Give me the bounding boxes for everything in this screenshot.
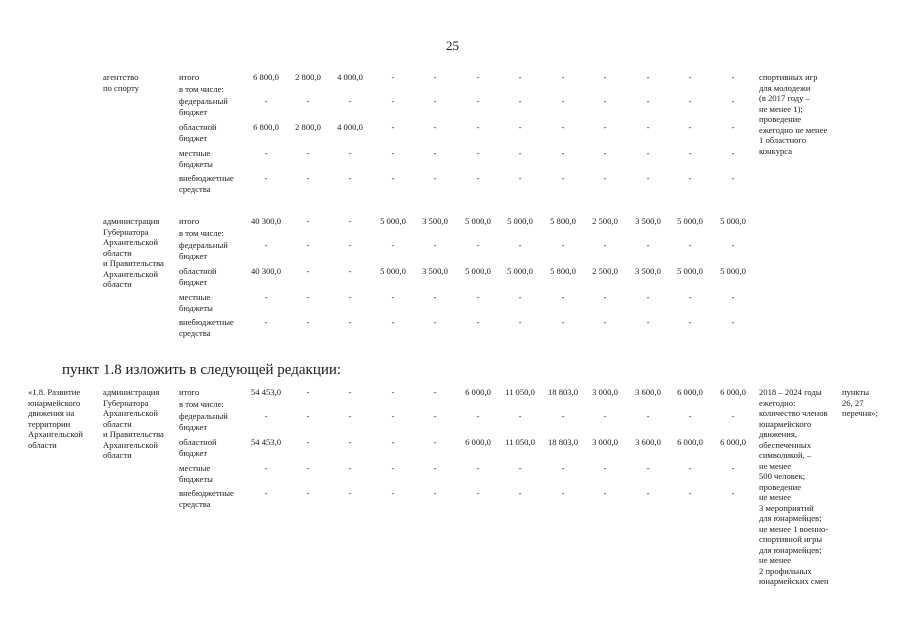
value-cell: - <box>688 292 692 302</box>
value-cell: 18 803,0 <box>547 437 579 447</box>
text-line: Архангельской <box>103 268 158 279</box>
value-cell: - <box>264 463 268 473</box>
text-line: обеспеченных <box>759 439 812 450</box>
row-label <box>179 122 217 143</box>
text-line: перечня»; <box>842 408 878 418</box>
value-cell: - <box>518 292 522 302</box>
value-cell: 3 000,0 <box>592 437 618 447</box>
text-line: юнармейских смен <box>759 576 829 586</box>
row-label <box>179 148 213 169</box>
text-line: итого <box>179 387 200 397</box>
value-cell: - <box>561 122 565 132</box>
value-cell: - <box>476 240 480 250</box>
text-line: для юнармейцев; <box>759 544 822 555</box>
value-cell: - <box>646 292 650 302</box>
value-cell: 5 000,0 <box>380 216 406 226</box>
row-label <box>179 411 228 432</box>
value-cell: - <box>348 292 352 302</box>
row-label <box>179 96 228 117</box>
value-cell: 5 000,0 <box>677 266 703 276</box>
value-cell: - <box>306 96 310 106</box>
text-line: Губернатора <box>103 226 149 237</box>
text-line: администрация <box>103 387 160 397</box>
value-cell: - <box>433 411 437 421</box>
value-cell: - <box>433 96 437 106</box>
value-cell: - <box>731 317 735 327</box>
value-cell: - <box>731 240 735 250</box>
row-label <box>179 84 224 95</box>
section-heading: пункт 1.8 изложить в следующей редакции: <box>62 362 342 378</box>
text-line: (в 2017 году – <box>759 93 810 103</box>
value-cell: - <box>264 292 268 302</box>
text-line: движения на <box>28 408 75 418</box>
value-cell: - <box>476 148 480 158</box>
value-cell: - <box>731 488 735 498</box>
value-cell: - <box>603 72 607 82</box>
value-cell: - <box>688 463 692 473</box>
value-cell: - <box>603 148 607 158</box>
value-cell: 6 000,0 <box>677 437 703 447</box>
text-line: администрация <box>103 216 160 226</box>
value-cell: - <box>731 292 735 302</box>
value-cell: 6 000,0 <box>465 437 491 447</box>
value-cell: - <box>561 72 565 82</box>
text-line: проведение <box>759 114 802 124</box>
value-cell: - <box>561 148 565 158</box>
executor-cell <box>103 216 164 290</box>
value-cell: - <box>518 317 522 327</box>
value-cell: - <box>561 317 565 327</box>
value-cell: - <box>306 240 310 250</box>
text-line: агентство <box>103 72 139 82</box>
value-cell: - <box>348 488 352 498</box>
row-label <box>179 437 217 458</box>
text-line: областной <box>179 122 217 132</box>
value-cell: 5 800,0 <box>550 216 576 226</box>
value-cell: - <box>306 411 310 421</box>
text-line: не менее 1 военно- <box>759 523 829 534</box>
text-line: федеральный <box>179 411 228 421</box>
measure-cell <box>28 387 83 450</box>
text-line: территории <box>28 418 71 429</box>
text-line: местные <box>179 148 211 158</box>
value-cell: - <box>731 72 735 82</box>
row-label <box>179 387 199 398</box>
text-line: области <box>103 450 132 460</box>
value-cell: - <box>518 72 522 82</box>
text-line: Архангельской <box>103 237 158 247</box>
value-cell: - <box>433 437 437 447</box>
text-line: 2 профильных <box>759 565 812 576</box>
value-cell: - <box>391 240 395 250</box>
value-cell: - <box>306 148 310 158</box>
value-cell: - <box>433 463 437 473</box>
text-line: не менее <box>759 492 792 502</box>
value-cell: - <box>646 317 650 327</box>
value-cell: - <box>264 96 268 106</box>
text-line: юнармейского <box>759 418 812 429</box>
value-cell: - <box>306 437 310 447</box>
executor-cell <box>103 387 164 461</box>
text-line: пункты <box>842 387 870 397</box>
value-cell: 2 800,0 <box>295 72 321 82</box>
text-line: федеральный <box>179 96 228 106</box>
text-line: средства <box>179 498 211 509</box>
value-cell: - <box>518 488 522 498</box>
value-cell: - <box>391 488 395 498</box>
text-line: «1.8. Развитие <box>28 387 81 397</box>
text-line: конкурса <box>759 145 793 156</box>
value-cell: - <box>603 411 607 421</box>
value-cell: - <box>391 173 395 183</box>
value-cell: - <box>433 72 437 82</box>
value-cell: - <box>391 411 395 421</box>
value-cell: - <box>348 266 352 276</box>
text-line: областной <box>179 266 217 276</box>
value-cell: - <box>603 292 607 302</box>
text-line: Архангельской <box>28 429 83 439</box>
text-line: для молодежи <box>759 82 811 93</box>
value-cell: - <box>731 463 735 473</box>
row-label <box>179 240 228 261</box>
value-cell: 3 500,0 <box>635 216 661 226</box>
value-cell: - <box>391 96 395 106</box>
value-cell: 5 000,0 <box>380 266 406 276</box>
value-cell: - <box>646 96 650 106</box>
value-cell: - <box>518 240 522 250</box>
value-cell: 6 000,0 <box>720 437 746 447</box>
text-line: бюджет <box>179 447 208 458</box>
text-line: 500 человек; <box>759 471 806 481</box>
row-label <box>179 228 224 239</box>
value-cell: - <box>561 240 565 250</box>
text-line: бюджеты <box>179 302 213 313</box>
value-cell: 5 000,0 <box>507 216 533 226</box>
text-line: количество членов <box>759 408 828 418</box>
text-line: спортивной игры <box>759 534 823 544</box>
value-cell: - <box>264 240 268 250</box>
value-cell: - <box>731 96 735 106</box>
value-cell: 11 050,0 <box>505 387 535 397</box>
value-cell: 3 600,0 <box>635 437 661 447</box>
value-cell: - <box>348 240 352 250</box>
value-cell: - <box>476 488 480 498</box>
row-label <box>179 72 199 83</box>
value-cell: 40 300,0 <box>250 266 282 276</box>
value-cell: 54 453,0 <box>250 437 282 447</box>
value-cell: - <box>391 292 395 302</box>
value-cell: - <box>603 240 607 250</box>
note-cell <box>842 387 878 419</box>
text-line: 1 областного <box>759 135 807 145</box>
value-cell: - <box>391 72 395 82</box>
value-cell: - <box>603 317 607 327</box>
value-cell: 5 000,0 <box>720 266 746 276</box>
value-cell: 3 500,0 <box>422 216 448 226</box>
value-cell: - <box>561 463 565 473</box>
value-cell: - <box>646 488 650 498</box>
value-cell: 5 800,0 <box>550 266 576 276</box>
value-cell: - <box>603 488 607 498</box>
executor-cell <box>103 72 139 93</box>
value-cell: 6 000,0 <box>465 387 491 397</box>
text-line: юнармейского <box>28 397 81 408</box>
value-cell: - <box>688 96 692 106</box>
value-cell: - <box>603 173 607 183</box>
value-cell: - <box>561 411 565 421</box>
value-cell: - <box>731 173 735 183</box>
text-line: итого <box>179 72 200 82</box>
value-cell: - <box>433 292 437 302</box>
text-line: внебюджетные <box>179 488 234 498</box>
text-line: средства <box>179 327 211 338</box>
value-cell: - <box>264 488 268 498</box>
value-cell: 3 500,0 <box>422 266 448 276</box>
text-line: области <box>103 247 132 258</box>
value-cell: - <box>688 148 692 158</box>
value-cell: - <box>391 122 395 132</box>
value-cell: - <box>264 317 268 327</box>
value-cell: - <box>306 317 310 327</box>
value-cell: 18 803,0 <box>547 387 579 397</box>
value-cell: - <box>561 292 565 302</box>
value-cell: 2 500,0 <box>592 266 618 276</box>
value-cell: - <box>433 488 437 498</box>
text-line: и Правительства <box>103 429 164 439</box>
text-line: ежегодно: <box>759 397 796 408</box>
text-line: не менее 1); <box>759 103 803 114</box>
value-cell: - <box>264 148 268 158</box>
value-cell: - <box>518 173 522 183</box>
text-line: не менее <box>759 460 792 471</box>
value-cell: - <box>561 488 565 498</box>
row-label <box>179 399 224 410</box>
value-cell: 3 500,0 <box>635 266 661 276</box>
text-line: не менее <box>759 555 792 565</box>
value-cell: - <box>603 122 607 132</box>
value-cell: - <box>476 72 480 82</box>
value-cell: - <box>688 72 692 82</box>
value-cell: - <box>306 488 310 498</box>
value-cell: - <box>306 173 310 183</box>
result-cell <box>759 387 829 587</box>
value-cell: - <box>391 317 395 327</box>
value-cell: - <box>433 240 437 250</box>
text-line: в том числе: <box>179 228 224 238</box>
row-label <box>179 463 213 484</box>
row-label <box>179 488 234 509</box>
text-line: местные <box>179 292 211 302</box>
value-cell: - <box>476 317 480 327</box>
value-cell: - <box>348 463 352 473</box>
value-cell: - <box>561 173 565 183</box>
text-line: области <box>28 439 57 450</box>
value-cell: - <box>518 463 522 473</box>
value-cell: - <box>306 292 310 302</box>
value-cell: - <box>688 240 692 250</box>
value-cell: - <box>391 437 395 447</box>
value-cell: - <box>646 240 650 250</box>
value-cell: 5 000,0 <box>465 266 491 276</box>
value-cell: - <box>646 122 650 132</box>
value-cell: 40 300,0 <box>250 216 282 226</box>
value-cell: - <box>433 317 437 327</box>
value-cell: 5 000,0 <box>507 266 533 276</box>
value-cell: - <box>731 411 735 421</box>
value-cell: - <box>603 96 607 106</box>
value-cell: - <box>391 148 395 158</box>
value-cell: - <box>348 173 352 183</box>
value-cell: - <box>348 387 352 397</box>
value-cell: - <box>306 463 310 473</box>
value-cell: - <box>688 488 692 498</box>
text-line: бюджет <box>179 132 208 143</box>
value-cell: - <box>476 122 480 132</box>
value-cell: - <box>731 122 735 132</box>
value-cell: - <box>391 387 395 397</box>
page-number: 25 <box>446 38 459 53</box>
value-cell: - <box>306 387 310 397</box>
value-cell: - <box>476 463 480 473</box>
value-cell: - <box>391 463 395 473</box>
text-line: 26, 27 <box>842 397 864 408</box>
row-label <box>179 266 217 287</box>
value-cell: - <box>433 148 437 158</box>
text-line: Архангельской <box>103 439 158 450</box>
text-line: спортивных игр <box>759 72 818 82</box>
text-line: области <box>103 418 132 429</box>
text-line: в том числе: <box>179 84 224 94</box>
value-cell: - <box>688 122 692 132</box>
value-cell: - <box>348 437 352 447</box>
text-line: для юнармейцев; <box>759 513 822 523</box>
value-cell: - <box>688 411 692 421</box>
value-cell: - <box>646 173 650 183</box>
text-line: Архангельской <box>103 408 158 418</box>
value-cell: - <box>348 411 352 421</box>
value-cell: - <box>646 148 650 158</box>
text-line: итого <box>179 216 200 226</box>
text-line: движения, <box>759 429 797 439</box>
value-cell: - <box>476 292 480 302</box>
value-cell: - <box>603 463 607 473</box>
text-line: бюджет <box>179 250 208 261</box>
value-cell: - <box>348 317 352 327</box>
value-cell: - <box>348 96 352 106</box>
value-cell: 4 000,0 <box>337 72 363 82</box>
value-cell: 3 000,0 <box>592 387 618 397</box>
row-label <box>179 292 213 313</box>
text-line: бюджет <box>179 421 208 432</box>
value-cell: 6 800,0 <box>253 122 279 132</box>
value-cell: - <box>348 216 352 226</box>
text-line: 3 мероприятий <box>759 502 814 513</box>
text-line: бюджет <box>179 106 208 117</box>
text-line: бюджет <box>179 276 208 287</box>
text-line: по спорту <box>103 82 139 93</box>
row-label <box>179 317 234 338</box>
text-line: области <box>103 279 132 289</box>
value-cell: - <box>688 173 692 183</box>
text-line: символикой, – <box>759 450 812 460</box>
result-cell <box>759 72 827 156</box>
value-cell: 6 000,0 <box>677 387 703 397</box>
text-line: средства <box>179 183 211 194</box>
value-cell: - <box>518 148 522 158</box>
value-cell: - <box>476 173 480 183</box>
value-cell: - <box>264 173 268 183</box>
value-cell: 3 600,0 <box>635 387 661 397</box>
value-cell: - <box>306 266 310 276</box>
value-cell: - <box>264 411 268 421</box>
text-line: федеральный <box>179 240 228 250</box>
value-cell: 6 000,0 <box>720 387 746 397</box>
value-cell: - <box>476 411 480 421</box>
row-label <box>179 173 234 194</box>
value-cell: 4 000,0 <box>337 122 363 132</box>
value-cell: 6 800,0 <box>253 72 279 82</box>
value-cell: - <box>476 96 480 106</box>
value-cell: - <box>731 148 735 158</box>
value-cell: - <box>561 96 565 106</box>
text-line: в том числе: <box>179 399 224 409</box>
text-line: внебюджетные <box>179 173 234 183</box>
value-cell: - <box>306 216 310 226</box>
value-cell: - <box>518 96 522 106</box>
value-cell: 2 800,0 <box>295 122 321 132</box>
value-cell: - <box>433 122 437 132</box>
text-line: бюджеты <box>179 158 213 169</box>
value-cell: 11 050,0 <box>505 437 535 447</box>
text-line: внебюджетные <box>179 317 234 327</box>
value-cell: 5 000,0 <box>677 216 703 226</box>
value-cell: - <box>646 411 650 421</box>
value-cell: - <box>348 148 352 158</box>
text-line: местные <box>179 463 211 473</box>
value-cell: - <box>518 122 522 132</box>
text-line: и Правительства <box>103 258 164 268</box>
row-label <box>179 216 199 227</box>
value-cell: 54 453,0 <box>250 387 282 397</box>
text-line: областной <box>179 437 217 447</box>
value-cell: 2 500,0 <box>592 216 618 226</box>
value-cell: - <box>646 463 650 473</box>
value-cell: 5 000,0 <box>465 216 491 226</box>
value-cell: 5 000,0 <box>720 216 746 226</box>
text-line: 2018 – 2024 годы <box>759 387 822 397</box>
value-cell: - <box>433 173 437 183</box>
text-line: проведение <box>759 481 802 492</box>
text-line: бюджеты <box>179 473 213 484</box>
value-cell: - <box>518 411 522 421</box>
value-cell: - <box>688 317 692 327</box>
text-line: Губернатора <box>103 397 149 408</box>
value-cell: - <box>433 387 437 397</box>
text-line: ежегодно не менее <box>759 124 828 135</box>
value-cell: - <box>646 72 650 82</box>
